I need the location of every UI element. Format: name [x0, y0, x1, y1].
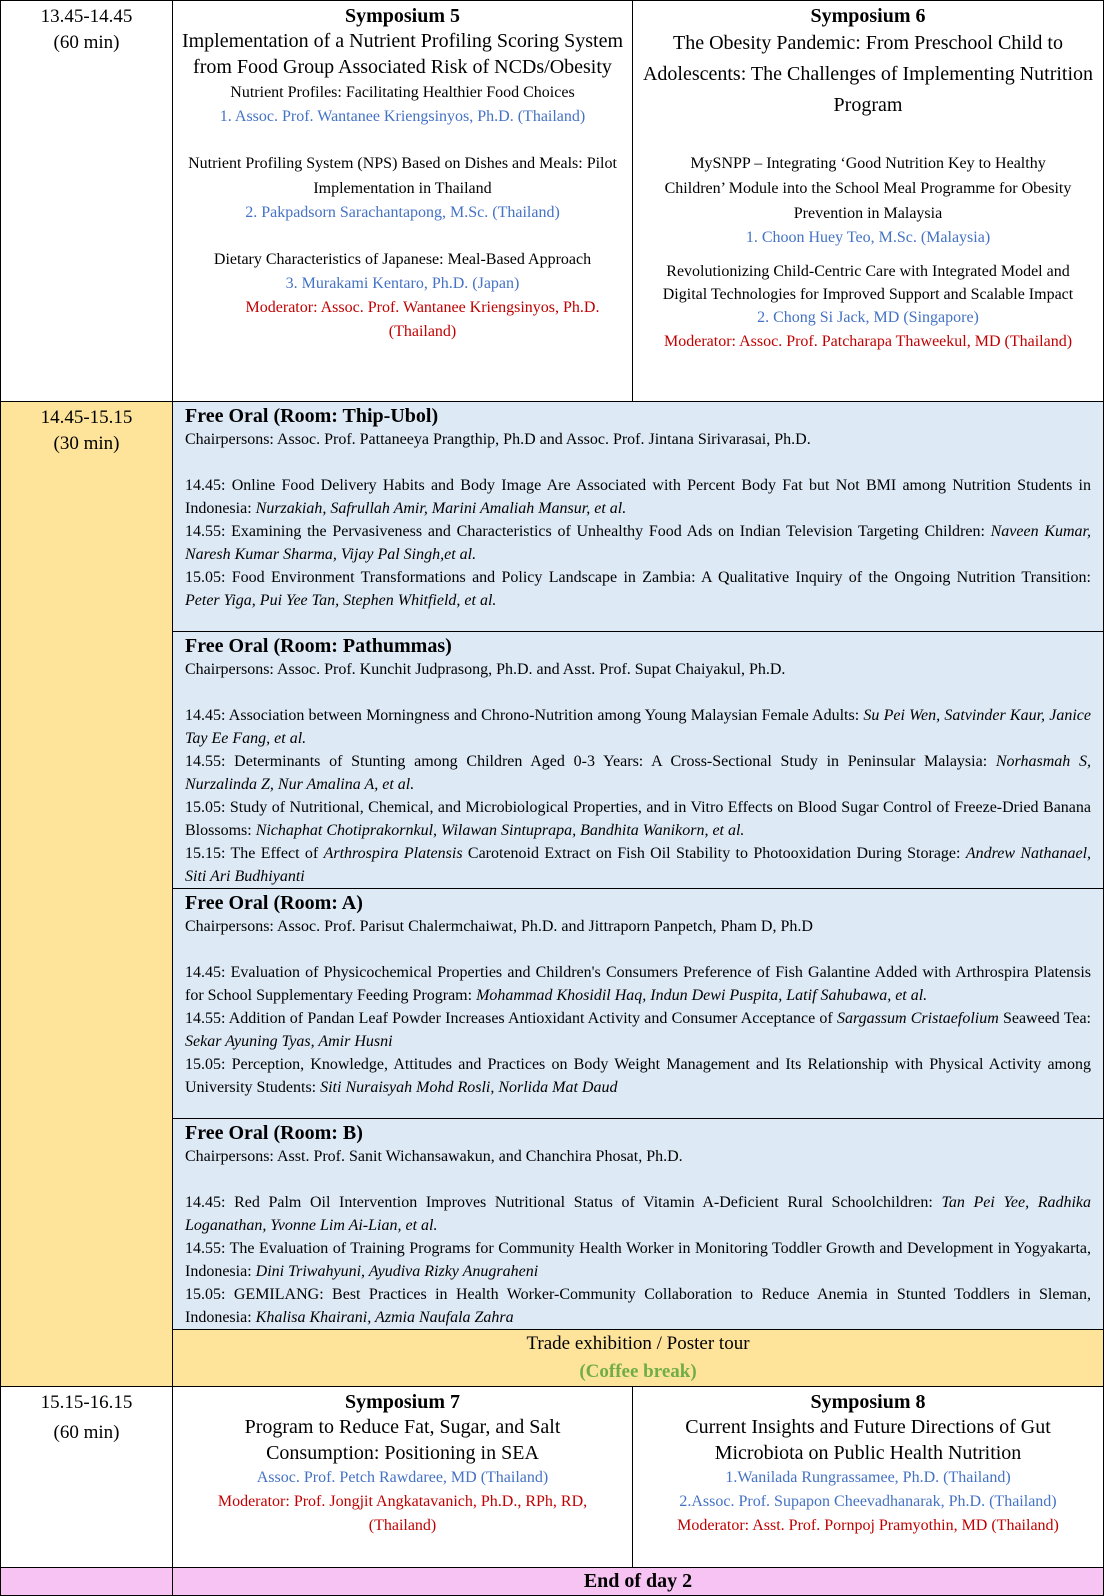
end-of-day-label: End of day 2: [173, 1568, 1104, 1596]
presentation-item: 14.55: Examining the Pervasiveness and Characteristics of Unhealthy Food Ads on Indian Television Targeting Children: Naveen Kumar, Naresh Kumar Sharma, Vijay Pal Singh,et al.: [185, 523, 1091, 563]
presentation-item: 15.05: Perception, Knowledge, Attitudes and Practices on Body Weight Management and Its Relationship with Physical Activity among University Students: Siti Nuraisyah Mohd Rosli, Norlida Mat Daud: [185, 1056, 1091, 1096]
talk-title: Dietary Characteristics of Japanese: Meal-Based Approach: [213, 251, 592, 268]
symposium-6-cell: [633, 1, 1104, 402]
presentation-item: 15.05: Food Environment Transformations and Policy Landscape in Zambia: A Qualitative Inquiry of the Ongoing Nutrition Transition: Peter Yiga, Pui Yee Tan, Stephen Whitfield, et al.: [185, 569, 1091, 609]
symposium-heading: Symposium 8: [810, 1391, 926, 1413]
presentation-item: 15.15: The Effect of Arthrospira Platensis Carotenoid Extract on Fish Oil Stability to Photooxidation During Storage: Andrew Nathanael, Siti Ari Budhiyanti: [185, 845, 1092, 885]
time-cell: [1, 1, 173, 402]
speaker: Assoc. Prof. Petch Rawdaree, MD (Thailand): [256, 1469, 549, 1486]
speaker: 1.Wanilada Rungrassamee, Ph.D. (Thailand): [725, 1469, 1011, 1486]
time-cell: [1, 1387, 173, 1568]
time-range: 13.45-14.45: [40, 6, 133, 27]
presentation-item: 14.45: Online Food Delivery Habits and Body Image Are Associated with Percent Body Fat but Not BMI among Nutrition Students in Indonesia: Nurzakiah, Safrullah Amir, Marini Amaliah Mansur, et al.: [185, 477, 1091, 517]
schedule-row-1515: [1, 1387, 1104, 1568]
free-oral-room-a: [173, 889, 1104, 1119]
symposium-7-cell: [173, 1387, 633, 1568]
presentation-item: 14.55: Determinants of Stunting among Children Aged 0-3 Years: A Cross-Sectional Study in Peninsular Malaysia: Norhasmah S, Nurzalinda Z, Nur Amalina A, et al.: [185, 753, 1091, 793]
schedule-row-end: [1, 1568, 1104, 1596]
moderator: Moderator: Assoc. Prof. Patcharapa Thaweekul, MD (Thailand): [663, 333, 1073, 350]
chairpersons: Chairpersons: Assoc. Prof. Kunchit Judprasong, Ph.D. and Asst. Prof. Supat Chaiyakul, Ph.D.: [185, 661, 786, 678]
free-oral-thip-ubol: [173, 402, 1104, 632]
presentation-item: 14.45: Red Palm Oil Intervention Improves Nutritional Status of Vitamin A-Deficient Rural Schoolchildren: Tan Pei Yee, Radhika Loganathan, Yvonne Lim Ai-Lian, et al.: [185, 1194, 1092, 1234]
talk-title: Revolutionizing Child-Centric Care with Integrated Model and Digital Technologies for Improved Support and Scalable Impact: [662, 263, 1074, 303]
talk-title: MySNPP – Integrating ‘Good Nutrition Key to Healthy Children’ Module into the School Meal Programme for Obesity Prevention in Malaysia: [664, 155, 1072, 222]
schedule-row-1445: [1, 402, 1104, 632]
time-range: 15.15-16.15: [40, 1392, 133, 1413]
symposium-heading: Symposium 6: [810, 5, 926, 27]
moderator: Moderator: Assoc. Prof. Wantanee Kriengsinyos, Ph.D. (Thailand): [245, 299, 600, 340]
speaker: 1. Assoc. Prof. Wantanee Kriengsinyos, Ph.D. (Thailand): [219, 108, 586, 125]
symposium-title: Current Insights and Future Directions of Gut Microbiota on Public Health Nutrition: [685, 1416, 1051, 1464]
speaker: 2.Assoc. Prof. Supapon Cheevadhanarak, Ph.D. (Thailand): [679, 1493, 1057, 1510]
presentation-item: 14.55: The Evaluation of Training Programs for Community Health Worker in Monitoring Toddler Growth and Development in Yogyakarta, Indonesia: Dini Triwahyuni, Ayudiva Rizky Anugraheni: [185, 1240, 1091, 1280]
coffee-break-label: (Coffee break): [579, 1361, 697, 1382]
symposium-8-cell: [633, 1387, 1104, 1568]
free-oral-pathummas: [173, 632, 1104, 889]
time-range: 14.45-15.15: [40, 407, 133, 428]
session-heading: Free Oral (Room: Pathummas): [185, 635, 452, 657]
symposium-heading: Symposium 7: [344, 1391, 461, 1413]
symposium-title: Implementation of a Nutrient Profiling Scoring System from Food Group Associated Risk of NCDs/Obesity: [181, 30, 624, 78]
presentation-item: 15.05: Study of Nutritional, Chemical, and Microbiological Properties, and in Vitro Effects on Blood Sugar Control of Freeze-Dried Banana Blossoms: Nichaphat Chotiprakornkul, Wilawan Sintuprapa, Bandhita Wanikorn, et al.: [185, 799, 1091, 839]
presentation-item: 14.45: Association between Morningness and Chrono-Nutrition among Young Malaysian Female Adults: Su Pei Wen, Satvinder Kaur, Janice Tay Ee Fang, et al.: [185, 707, 1091, 747]
symposium-5-cell: [173, 1, 633, 402]
presentation-item: 14.55: Addition of Pandan Leaf Powder Increases Antioxidant Activity and Consumer Acceptance of Sargassum Cristaefolium Seaweed Tea: Sekar Ayuning Tyas, Amir Husni: [185, 1010, 1091, 1050]
duration: (30 min): [53, 433, 120, 454]
end-row-spacer: [1, 1568, 173, 1596]
trade-exhibition-cell: [173, 1330, 1104, 1387]
talk-title: Nutrient Profiles: Facilitating Healthier Food Choices: [230, 84, 575, 101]
symposium-title: The Obesity Pandemic: From Preschool Child to Adolescents: The Challenges of Implementing Nutrition Program: [642, 32, 1094, 116]
chairpersons: Chairpersons: Assoc. Prof. Pattaneeya Prangthip, Ph.D and Assoc. Prof. Jintana Sirivarasai, Ph.D.: [185, 431, 811, 448]
time-cell: [1, 402, 173, 1387]
speaker: 1. Choon Huey Teo, M.Sc. (Malaysia): [745, 229, 991, 246]
symposium-title: Program to Reduce Fat, Sugar, and Salt Consumption: Positioning in SEA: [244, 1416, 561, 1464]
talk-title: Nutrient Profiling System (NPS) Based on Dishes and Meals: Pilot Implementation in Thailand: [188, 155, 617, 197]
session-heading: Free Oral (Room: Thip-Ubol): [185, 405, 439, 427]
free-oral-room-b: [173, 1119, 1104, 1330]
session-heading: Free Oral (Room: B): [185, 1122, 363, 1144]
symposium-heading: Symposium 5: [344, 5, 461, 27]
speaker: 2. Chong Si Jack, MD (Singapore): [757, 309, 979, 326]
moderator: Moderator: Asst. Prof. Pornpoj Pramyothin, MD (Thailand): [677, 1517, 1059, 1534]
speaker: 3. Murakami Kentaro, Ph.D. (Japan): [285, 275, 520, 292]
chairpersons: Chairpersons: Assoc. Prof. Parisut Chalermchaiwat, Ph.D. and Jittraporn Panpetch, Pham D, Ph.D: [185, 918, 813, 935]
session-heading: Free Oral (Room: A): [185, 892, 363, 914]
moderator: Moderator: Prof. Jongjit Angkatavanich, Ph.D., RPh, RD, (Thailand): [217, 1493, 588, 1534]
trade-exhibition-label: Trade exhibition / Poster tour: [526, 1333, 750, 1354]
presentation-item: 14.45: Evaluation of Physicochemical Properties and Children's Consumers Preference of Fish Galantine Added with Arthrospira Platensis for School Supplementary Feeding Program: Mohammad Khosidil Haq, Indun Dewi Puspita, Latif Sahubawa, et al.: [185, 964, 1091, 1004]
duration: (60 min): [53, 32, 120, 53]
schedule-row-1345: [1, 1, 1104, 402]
speaker: 2. Pakpadsorn Sarachantapong, M.Sc. (Thailand): [245, 204, 560, 221]
chairpersons: Chairpersons: Asst. Prof. Sanit Wichansawakun, and Chanchira Phosat, Ph.D.: [185, 1148, 683, 1165]
duration: (60 min): [53, 1422, 120, 1443]
presentation-item: 15.05: GEMILANG: Best Practices in Health Worker-Community Collaboration to Reduce Anemia in Stunted Toddlers in Sleman, Indonesia: Khalisa Khairani, Azmia Naufala Zahra: [185, 1286, 1091, 1326]
